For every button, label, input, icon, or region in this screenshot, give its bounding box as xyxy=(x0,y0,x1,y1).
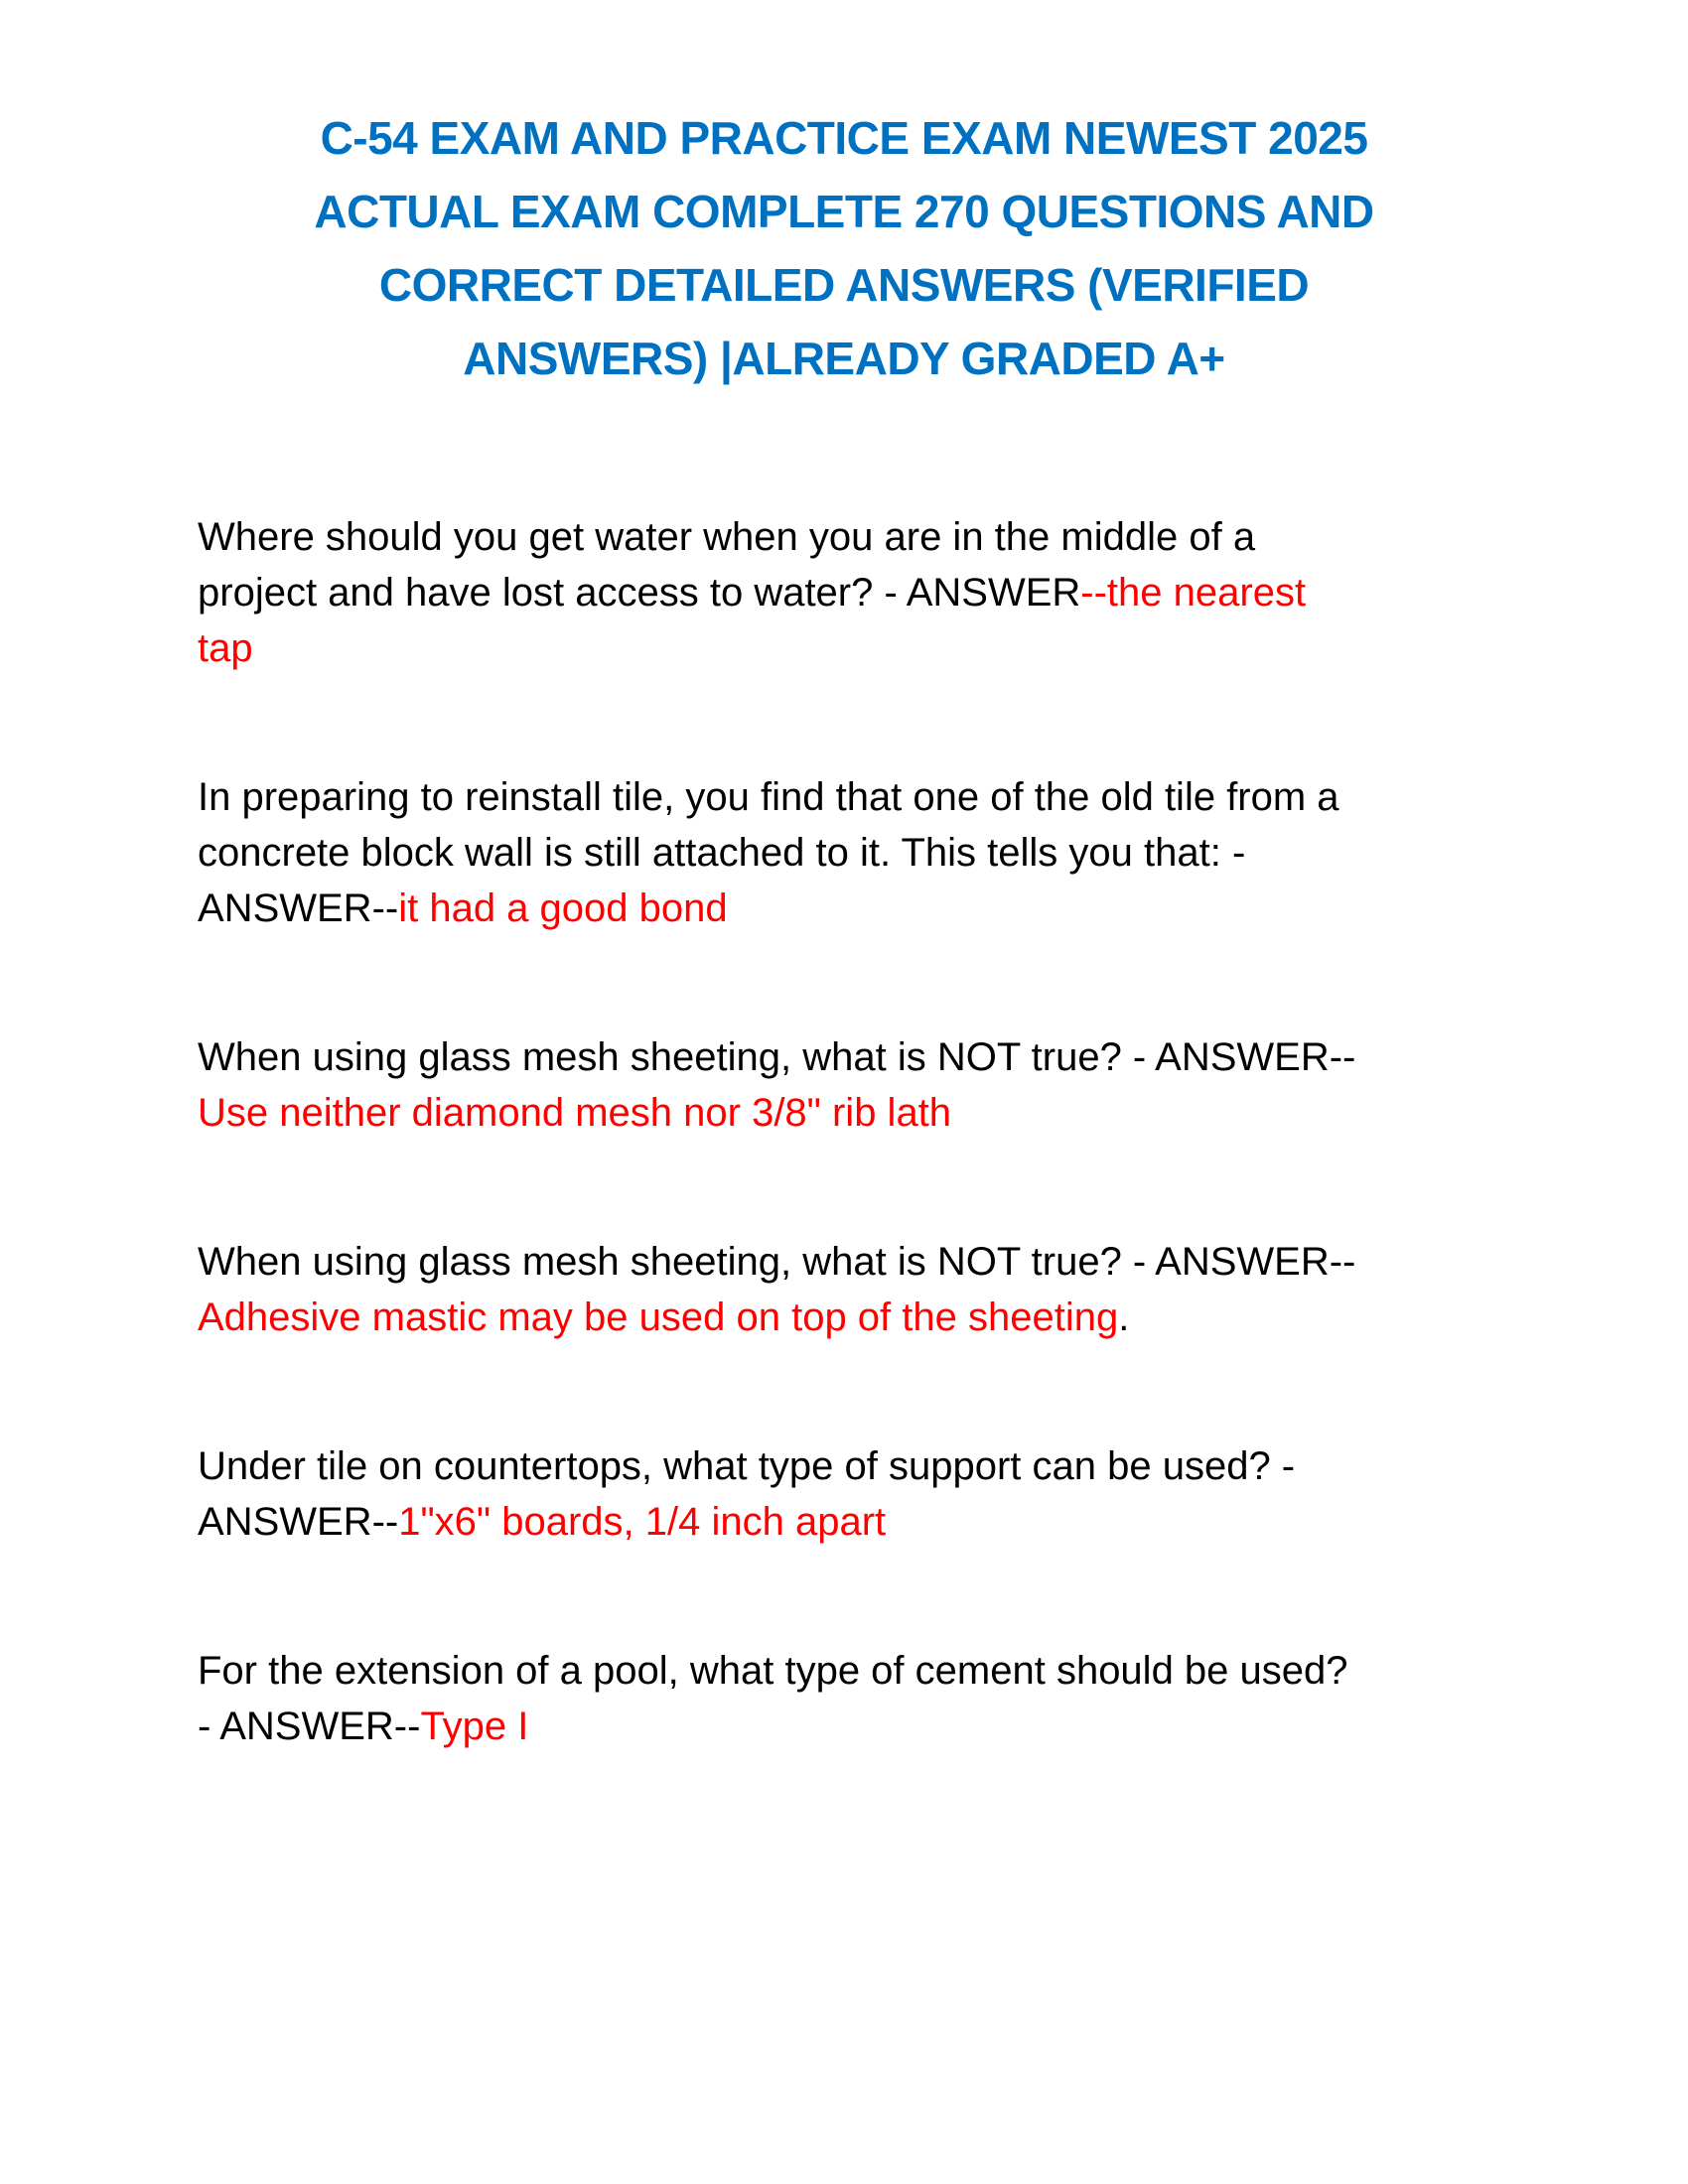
answer-text: Type I xyxy=(420,1705,529,1748)
answer-text: 1"x6" boards, 1/4 inch apart xyxy=(398,1500,887,1544)
question-text: - ANSWER-- xyxy=(198,1705,421,1748)
title-line: CORRECT DETAILED ANSWERS (VERIFIED xyxy=(378,259,1310,311)
question-text: Where should you get water when you are in the middle of a xyxy=(198,515,1256,559)
text-line xyxy=(198,1494,1588,1550)
question-list xyxy=(198,509,1588,1847)
text-line xyxy=(198,565,1588,620)
question-text: When using glass mesh sheeting, what is NOT true? - ANSWER-- xyxy=(198,1240,1356,1284)
question-text: . xyxy=(1118,1296,1130,1339)
text-line xyxy=(198,1438,1588,1494)
answer-text: --the nearest xyxy=(1080,571,1307,614)
text-line xyxy=(198,1290,1588,1345)
text-line xyxy=(198,1699,1588,1754)
question-answer-item xyxy=(198,769,1588,936)
answer-text: it had a good bond xyxy=(398,887,728,930)
title-line: C-54 EXAM AND PRACTICE EXAM NEWEST 2025 xyxy=(320,112,1368,164)
text-line xyxy=(198,620,1588,676)
question-text: project and have lost access to water? - ANSWER xyxy=(198,571,1081,614)
title-line: ANSWERS) |ALREADY GRADED A+ xyxy=(463,333,1225,384)
text-line xyxy=(198,1643,1588,1699)
question-answer-item xyxy=(198,1438,1588,1550)
question-text: concrete block wall is still attached to it. This tells you that: - xyxy=(198,831,1246,875)
question-text: When using glass mesh sheeting, what is NOT true? - ANSWER-- xyxy=(198,1035,1356,1079)
answer-text: tap xyxy=(198,626,253,670)
text-line xyxy=(198,881,1588,936)
text-line xyxy=(198,769,1588,825)
text-line xyxy=(198,509,1588,565)
question-text: Under tile on countertops, what type of support can be used? - xyxy=(198,1444,1296,1488)
text-line xyxy=(198,1029,1588,1085)
question-answer-item xyxy=(198,1029,1588,1141)
question-text: In preparing to reinstall tile, you find that one of the old tile from a xyxy=(198,775,1339,819)
question-answer-item xyxy=(198,509,1588,676)
question-answer-item xyxy=(198,1643,1588,1754)
question-text: ANSWER-- xyxy=(198,887,399,930)
question-text: For the extension of a pool, what type of cement should be used? xyxy=(198,1649,1348,1693)
title-line: ACTUAL EXAM COMPLETE 270 QUESTIONS AND xyxy=(314,186,1374,237)
text-line xyxy=(198,825,1588,881)
text-line xyxy=(198,1085,1588,1141)
document-title xyxy=(0,101,1688,395)
question-answer-item xyxy=(198,1234,1588,1345)
question-text: ANSWER-- xyxy=(198,1500,399,1544)
answer-text: Adhesive mastic may be used on top of the sheeting xyxy=(198,1296,1119,1339)
answer-text: Use neither diamond mesh nor 3/8" rib lath xyxy=(198,1091,952,1135)
text-line xyxy=(198,1234,1588,1290)
